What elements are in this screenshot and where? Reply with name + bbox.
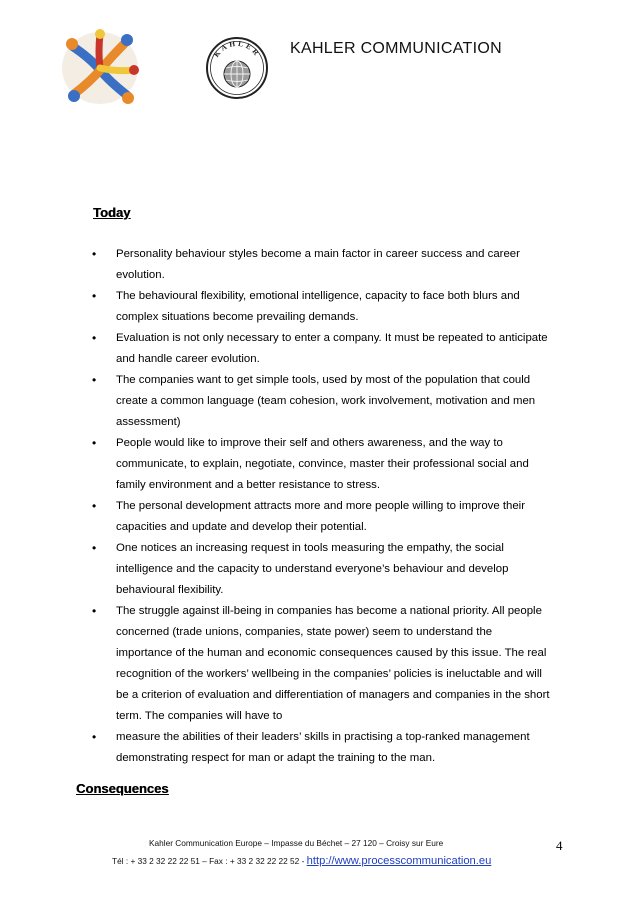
page-number: 4 — [556, 838, 563, 853]
people-logo-icon — [60, 28, 140, 108]
list-item: • People would like to improve their self and others awareness, and the way to communicate, to explain, negotiate, convince, master their professional social and family environment and a better resistance to stress. — [90, 433, 550, 496]
list-item: • The personal development attracts more and more people willing to improve their capacities and update and develop their potential. — [90, 496, 550, 538]
list-item: • The behavioural flexibility, emotional intelligence, capacity to face both blurs and complex situations become prevailing demands. — [90, 286, 550, 328]
bullet-list — [90, 244, 550, 769]
kahler-seal-logo — [205, 36, 269, 100]
list-item: • One notices an increasing request in tools measuring the empathy, the social intelligence and the capacity to understand everyone’s behaviour and develop behavioural flexibility. — [90, 538, 550, 601]
section-heading-consequences: Consequences — [76, 781, 169, 796]
brand-title: KAHLER COMMUNICATION — [290, 40, 502, 57]
footer-contact-line — [112, 855, 491, 867]
svg-text:KAHLER: KAHLER — [211, 38, 263, 59]
list-item: • The companies want to get simple tools, used by most of the population that could create a common language (team cohesion, work involvement, motivation and men assessment) — [90, 370, 550, 433]
website-link[interactable]: http://www.processcommunication.eu — [306, 855, 492, 867]
list-item: • The struggle against ill-being in companies has become a national priority. All people concerned (trade unions, companies, state power) seem to understand the importance of the human and economic consequences caused by this issue. The real recognition of the workers’ wellbeing in the companies’ policies is ineluctable and will be a criterion of evaluation and differentiation of managers and companies in the short term. The companies will have to — [90, 601, 550, 727]
footer-contact: Tél : + 33 2 32 22 22 51 – Fax : + 33 2 32 22 22 52 - — [112, 856, 307, 866]
footer-address: Kahler Communication Europe – Impasse du Béchet – 27 120 – Croisy sur Eure — [149, 838, 444, 848]
list-item: • Evaluation is not only necessary to enter a company. It must be repeated to anticipate and handle career evolution. — [90, 328, 550, 370]
list-item: • Personality behaviour styles become a main factor in career success and career evolution. — [90, 244, 550, 286]
section-heading-today: Today — [93, 205, 131, 220]
globe-icon — [224, 61, 250, 87]
list-item: • measure the abilities of their leaders’ skills in practising a top-ranked management demonstrating respect for man or adapt the training to the man. — [90, 727, 550, 769]
